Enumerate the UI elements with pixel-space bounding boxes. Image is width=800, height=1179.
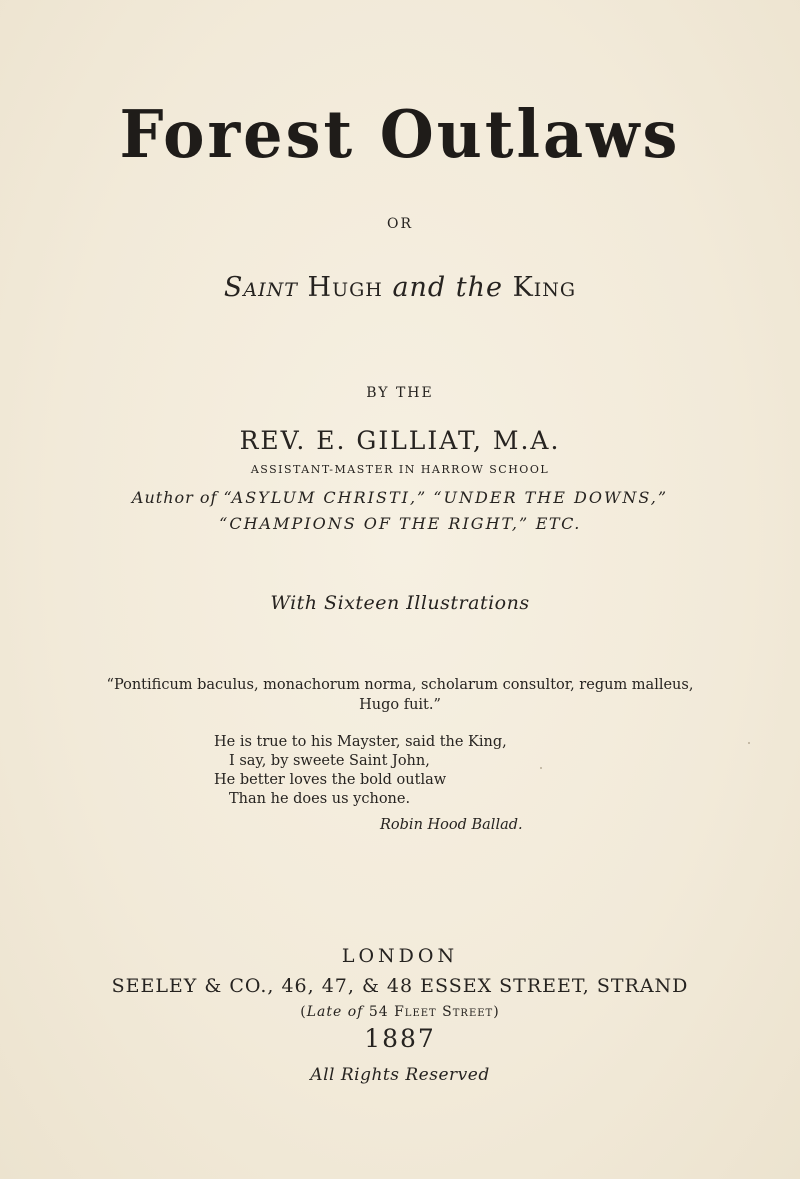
verse-line: Than he does us ychone. [229,791,411,807]
imprint-city: LONDON [341,945,459,967]
author-name: REV. E. GILLIAT, M.A. [239,426,561,455]
work-champions-of-the-right: “CHAMPIONS OF THE RIGHT,” [219,514,530,533]
book-subtitle [0,272,800,303]
paper-fleck [748,742,750,744]
author-of-label: Author of [131,488,218,507]
latin-epigraph-line-2: Hugo fuit.” [359,697,441,713]
illustrations-note: With Sixteen Illustrations [270,592,530,614]
verse-line: I say, by sweete Saint John, [229,753,430,769]
paper-fleck [540,767,542,769]
paren-close: ) [493,1004,500,1020]
latin-epigraph-line-1: “Pontificum baculus, monachorum norma, scholarum consultor, regum malleus, [106,677,694,693]
work-under-the-downs: “UNDER THE DOWNS,” [433,488,669,507]
paren-open: ( [300,1004,307,1020]
verse-line: He better loves the bold outlaw [214,772,447,788]
subtitle-hugh: Hugh [307,272,383,303]
subtitle-and-the: and the [392,272,504,303]
book-title: Forest Outlaws [119,96,681,173]
late-of-label: Late of [306,1004,364,1020]
verse-attribution: Robin Hood Ballad. [380,817,523,833]
title-connector: OR [386,216,414,232]
author-position: ASSISTANT-MASTER IN HARROW SCHOOL [250,463,550,476]
subtitle-saint: Saint [223,272,298,303]
by-the-label: BY THE [366,385,434,401]
verse-line: He is true to his Mayster, said the King, [214,734,507,750]
subtitle-king: King [512,272,577,303]
works-etc: ETC. [535,514,581,533]
other-works-line-1 [0,488,800,507]
late-address: 54 Fleet Street [368,1004,494,1020]
rights-notice: All Rights Reserved [310,1065,490,1085]
work-asylum-christi: “ASYLUM CHRISTI,” [223,488,428,507]
imprint-year: 1887 [364,1024,436,1053]
imprint-publisher: SEELEY & CO., 46, 47, & 48 ESSEX STREET, STRAND [111,975,689,997]
other-works-line-2 [0,514,800,533]
imprint-former-address [0,1004,800,1020]
